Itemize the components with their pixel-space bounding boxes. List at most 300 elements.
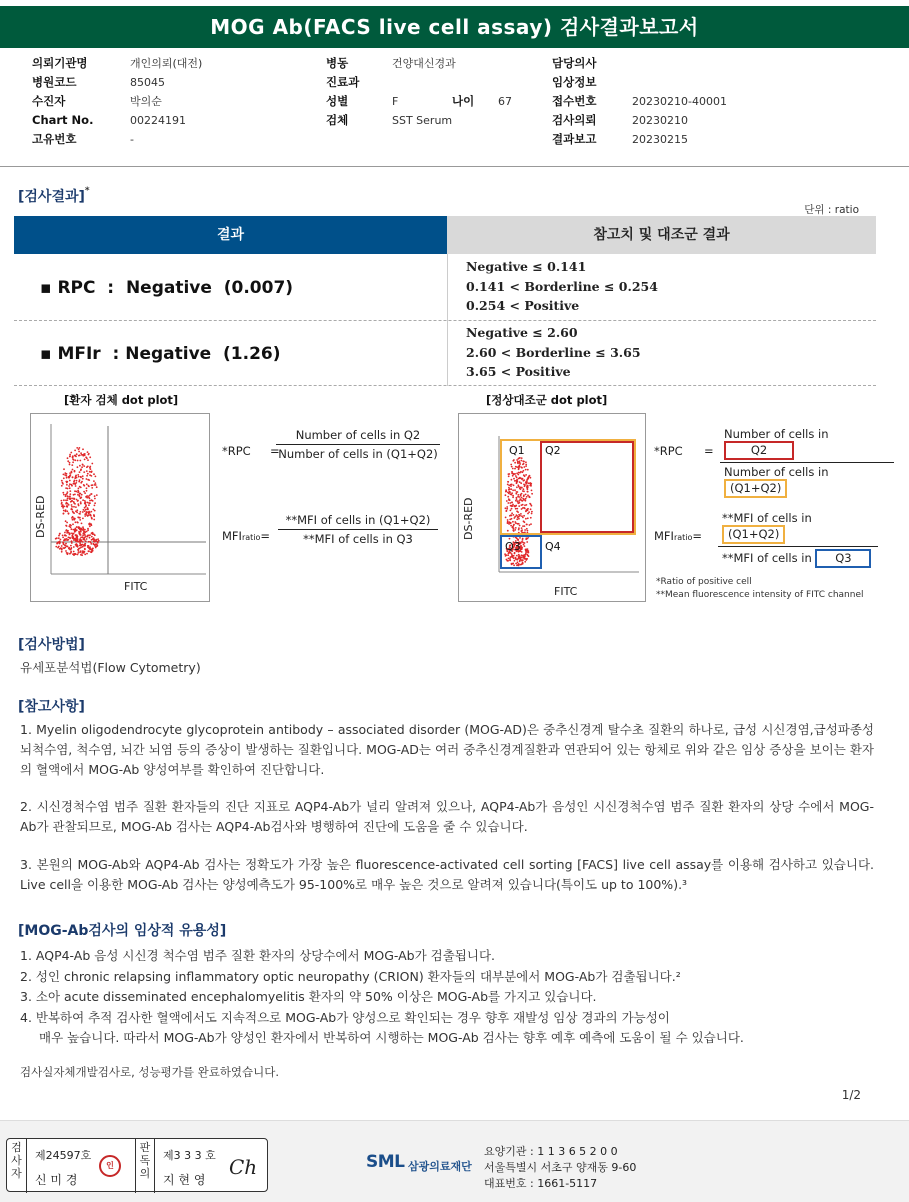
scatter-dot [90, 493, 92, 495]
scatter-dot [522, 504, 524, 506]
scatter-dot [61, 485, 63, 487]
tester-tag: 검사자 [7, 1139, 27, 1193]
scatter-dot [79, 495, 81, 497]
scatter-dot [89, 525, 91, 527]
scatter-dot [516, 477, 518, 479]
scatter-dot [57, 547, 59, 549]
scatter-dot [517, 461, 519, 463]
scatter-dot [83, 509, 85, 511]
scatter-dot [526, 524, 528, 526]
note-paragraph-2: 2. 시신경척수염 범주 질환 환자들의 진단 지표로 AQP4-Ab가 널리 알려져 있으나, AQP4-Ab가 음성인 시신경척수염 범주 질환 환자의 상당 수에서 MOG-Ab가 관찰되므로, MOG-Ab 검사는 AQP4-Ab검사와 병행하여 진단에 도움을 줄 수 있습니다. [20, 799, 874, 834]
scatter-dot [75, 506, 77, 508]
scatter-dot [90, 548, 92, 550]
scatter-dot [518, 557, 520, 559]
scatter-dot [72, 535, 74, 537]
scatter-dot [95, 547, 97, 549]
scatter-dot [507, 496, 509, 498]
control-q2-label: Q2 [545, 444, 561, 457]
scatter-dot [91, 518, 93, 520]
scatter-dot [95, 484, 97, 486]
scatter-dot [83, 491, 85, 493]
scatter-dot [512, 521, 514, 523]
result-row-mfir [14, 321, 876, 386]
scatter-dot [81, 454, 83, 456]
scatter-dot [512, 475, 514, 477]
scatter-dot [78, 455, 80, 457]
scatter-dot [73, 459, 75, 461]
scatter-dot [514, 468, 516, 470]
scatter-dot [74, 531, 76, 533]
scatter-dot [62, 537, 64, 539]
scatter-dot [76, 499, 78, 501]
scatter-dot [65, 550, 67, 552]
scatter-dot [523, 461, 525, 463]
scatter-dot [524, 529, 526, 531]
control-dot-plot [458, 413, 646, 602]
scatter-dot [71, 528, 73, 530]
scatter-dot [83, 531, 85, 533]
scatter-dot [93, 480, 95, 482]
scatter-dot [91, 539, 93, 541]
scatter-dot [79, 460, 81, 462]
scatter-dot [88, 485, 90, 487]
scatter-dot [515, 557, 517, 559]
scatter-dot [511, 502, 513, 504]
scatter-dot [91, 551, 93, 553]
scatter-dot [66, 522, 68, 524]
scatter-dot [512, 504, 514, 506]
scatter-dot [71, 547, 73, 549]
scatter-dot [525, 465, 527, 467]
scatter-dot [515, 522, 517, 524]
scatter-dot [79, 471, 81, 473]
control-scatter [459, 414, 645, 601]
scatter-dot [61, 545, 63, 547]
scatter-dot [513, 478, 515, 480]
unit-label: 단위 : ratio [804, 204, 859, 216]
scatter-dot [71, 541, 73, 543]
scatter-dot [96, 494, 98, 496]
scatter-dot [505, 507, 507, 509]
info-col-2: 병동 건양대신경과 진료과 성별 F 나이 67 검체 SST Serum [326, 56, 512, 127]
scatter-dot [509, 502, 511, 504]
scatter-dot [518, 457, 520, 459]
scatter-dot [83, 538, 85, 540]
scatter-dot [511, 512, 513, 514]
scatter-dot [62, 492, 64, 494]
scatter-dot [69, 456, 71, 458]
scatter-dot [68, 512, 70, 514]
scatter-dot [89, 512, 91, 514]
scatter-dot [71, 508, 73, 510]
scatter-dot [65, 499, 67, 501]
scatter-dot [79, 517, 81, 519]
scatter-dot [64, 534, 66, 536]
scatter-dot [80, 468, 82, 470]
scatter-dot [84, 545, 86, 547]
scatter-dot [86, 483, 88, 485]
scatter-dot [523, 480, 525, 482]
scatter-dot [73, 551, 75, 553]
scatter-dot [81, 544, 83, 546]
scatter-dot [518, 518, 520, 520]
scatter-dot [522, 538, 524, 540]
control-x-axis-label: FITC [554, 585, 578, 598]
org-name: 삼광의료재단 [408, 1160, 472, 1173]
scatter-dot [74, 503, 76, 505]
scatter-dot [523, 470, 525, 472]
scatter-dot [79, 486, 81, 488]
scatter-dot [71, 485, 73, 487]
scatter-dot [511, 473, 513, 475]
scatter-dot [55, 538, 57, 540]
scatter-dot [523, 463, 525, 465]
scatter-dot [527, 491, 529, 493]
scatter-dot [74, 459, 76, 461]
scatter-dot [60, 539, 62, 541]
scatter-dot [76, 540, 78, 542]
scatter-dot [64, 545, 66, 547]
scatter-dot [519, 472, 521, 474]
control-mfi-numerator: **MFI of cells in (Q1+Q2) [718, 511, 878, 547]
scatter-dot [61, 480, 63, 482]
scatter-dot [80, 511, 82, 513]
scatter-dot [86, 536, 88, 538]
scatter-dot [509, 560, 511, 562]
scatter-dot [94, 502, 96, 504]
list-item: 4. 반복하여 추적 검사한 혈액에서도 지속적으로 MOG-Ab가 양성으로 확인되는 경우 향후 재발성 임상 경과의 가능성이 [20, 1009, 670, 1025]
scatter-dot [511, 508, 513, 510]
scatter-dot [66, 552, 68, 554]
scatter-dot [61, 500, 63, 502]
scatter-dot [82, 448, 84, 450]
footnote-rpc: *Ratio of positive cell [656, 577, 752, 587]
scatter-dot [92, 484, 94, 486]
scatter-dot [87, 479, 89, 481]
scatter-dot [95, 476, 97, 478]
scatter-dot [80, 550, 82, 552]
scatter-dot [75, 534, 77, 536]
scatter-dot [69, 490, 71, 492]
scatter-dot [74, 518, 76, 520]
scatter-dot [531, 511, 533, 513]
scatter-dot [79, 479, 81, 481]
mfir-result: ▪ MFIr : Negative (1.26) [40, 344, 281, 364]
scatter-dot [516, 480, 518, 482]
scatter-dot [68, 537, 70, 539]
scatter-dot [94, 505, 96, 507]
scatter-dot [78, 548, 80, 550]
scatter-dot [70, 545, 72, 547]
scatter-dot [516, 508, 518, 510]
scatter-dot [89, 474, 91, 476]
scatter-dot [87, 528, 89, 530]
scatter-dot [515, 466, 517, 468]
scatter-dot [515, 527, 517, 529]
scatter-dot [507, 530, 509, 532]
scatter-dot [504, 553, 506, 555]
scatter-dot [64, 547, 66, 549]
note-paragraph-1: 1. Myelin oligodendrocyte glycoprotein antibody – associated disorder (MOG-AD)은 중추신경계 탈수초 질환의 하나로, 급성 시신경염,급성파종성 뇌척수염, 척수염, 뇌간 뇌염 등의 증상이 발생하는 질환입니다. MOG-AD는 여러 중추신경계질환과 연관되어 있는 항체로 위와 같은 임상 증상을 보이는 환자의 혈액에서 MOG-Ab 양성여부를 확인하여 진단합니다. [20, 722, 874, 777]
scatter-dot [519, 537, 521, 539]
scatter-dot [86, 470, 88, 472]
scatter-dot [514, 560, 516, 562]
scatter-dot [524, 498, 526, 500]
scatter-dot [67, 491, 69, 493]
scatter-dot [88, 502, 90, 504]
scatter-dot [91, 463, 93, 465]
scatter-dot [70, 452, 72, 454]
scatter-dot [78, 476, 80, 478]
scatter-dot [518, 563, 520, 565]
scatter-dot [97, 542, 99, 544]
scatter-dot [515, 505, 517, 507]
scatter-dot [76, 509, 78, 511]
control-rpc-numerator: Number of cells in Q2 [720, 427, 894, 463]
scatter-dot [87, 459, 89, 461]
scatter-dot [75, 485, 77, 487]
scatter-dot [89, 471, 91, 473]
scatter-dot [519, 488, 521, 490]
patient-dot-plot [30, 413, 210, 602]
tester-stamp: 인 [99, 1155, 121, 1177]
scatter-dot [73, 533, 75, 535]
scatter-dot [527, 477, 529, 479]
scatter-dot [86, 497, 88, 499]
scatter-dot [530, 485, 532, 487]
scatter-dot [63, 494, 65, 496]
scatter-dot [88, 523, 90, 525]
scatter-dot [526, 481, 528, 483]
scatter-dot [62, 507, 64, 509]
scatter-dot [525, 510, 527, 512]
method-text: 유세포분석법(Flow Cytometry) [20, 660, 201, 675]
scatter-dot [63, 468, 65, 470]
scatter-dot [88, 454, 90, 456]
scatter-dot [71, 464, 73, 466]
control-q1-label: Q1 [509, 444, 525, 457]
scatter-dot [86, 475, 88, 477]
scatter-dot [63, 506, 65, 508]
scatter-dot [511, 526, 513, 528]
scatter-dot [521, 551, 523, 553]
scatter-dot [516, 518, 518, 520]
patient-rpc-fraction [276, 428, 440, 461]
control-rpc-label: *RPC [654, 444, 683, 458]
list-item: 2. 성인 chronic relapsing inflammatory optic neuropathy (CRION) 환자들의 대부분에서 MOG-Ab가 검출됩니다.² [20, 968, 681, 984]
scatter-dot [530, 477, 532, 479]
control-mfi-label: MFIratio= [654, 529, 703, 543]
scatter-dot [528, 552, 530, 554]
scatter-dot [74, 450, 76, 452]
scatter-dot [66, 525, 68, 527]
scatter-dot [94, 495, 96, 497]
scatter-dot [76, 526, 78, 528]
scatter-dot [527, 530, 529, 532]
tester-number: 제24597호 [35, 1149, 92, 1162]
scatter-dot [523, 544, 525, 546]
scatter-dot [95, 540, 97, 542]
patient-info [0, 54, 909, 164]
scatter-dot [75, 455, 77, 457]
scatter-dot [508, 558, 510, 560]
scatter-dot [89, 456, 91, 458]
scatter-dot [59, 533, 61, 535]
scatter-dot [73, 483, 75, 485]
scatter-dot [530, 523, 532, 525]
scatter-dot [84, 500, 86, 502]
scatter-dot [515, 508, 517, 510]
scatter-dot [70, 474, 72, 476]
scatter-dot [512, 468, 514, 470]
scatter-dot [71, 500, 73, 502]
scatter-dot [90, 543, 92, 545]
scatter-dot [72, 511, 74, 513]
scatter-dot [76, 480, 78, 482]
result-row-rpc [14, 254, 876, 321]
scatter-dot [58, 535, 60, 537]
scatter-dot [71, 471, 73, 473]
scatter-dot [522, 525, 524, 527]
scatter-dot [58, 537, 60, 539]
scatter-dot [80, 476, 82, 478]
scatter-dot [66, 538, 68, 540]
scatter-dot [87, 529, 89, 531]
control-rpc-fraction [720, 427, 894, 498]
scatter-dot [525, 464, 527, 466]
scatter-dot [516, 459, 518, 461]
control-mfi-denominator: **MFI of cells in Q3 [718, 547, 878, 568]
scatter-dot [77, 474, 79, 476]
scatter-dot [521, 547, 523, 549]
scatter-dot [69, 454, 71, 456]
scatter-dot [522, 500, 524, 502]
control-y-axis-label: DS-RED [462, 497, 475, 540]
signature-box [6, 1138, 268, 1192]
scatter-dot [518, 486, 520, 488]
scatter-dot [510, 514, 512, 516]
scatter-dot [530, 508, 532, 510]
scatter-dot [63, 474, 65, 476]
scatter-dot [72, 523, 74, 525]
scatter-dot [71, 532, 73, 534]
scatter-dot [515, 563, 517, 565]
scatter-dot [93, 473, 95, 475]
scatter-dot [527, 517, 529, 519]
scatter-dot [73, 498, 75, 500]
info-col-1: 의뢰기관명 개인의뢰(대전) 병원코드 85045 수진자 박의순 Chart No. 00224191 고유번호 - [32, 56, 203, 146]
scatter-dot [505, 510, 507, 512]
scatter-dot [87, 451, 89, 453]
scatter-dot [527, 487, 529, 489]
scatter-dot [88, 504, 90, 506]
scatter-dot [88, 551, 90, 553]
scatter-dot [64, 472, 66, 474]
scatter-dot [510, 485, 512, 487]
scatter-dot [78, 488, 80, 490]
scatter-dot [78, 451, 80, 453]
scatter-dot [84, 554, 86, 556]
scatter-dot [85, 511, 87, 513]
scatter-dot [506, 506, 508, 508]
scatter-dot [527, 513, 529, 515]
scatter-dot [72, 456, 74, 458]
scatter-dot [87, 502, 89, 504]
scatter-dot [89, 534, 91, 536]
scatter-dot [525, 518, 527, 520]
scatter-dot [69, 538, 71, 540]
scatter-dot [72, 469, 74, 471]
scatter-dot [79, 465, 81, 467]
scatter-dot [66, 510, 68, 512]
scatter-dot [77, 494, 79, 496]
scatter-dot [516, 559, 518, 561]
scatter-dot [97, 538, 99, 540]
scatter-dot [82, 464, 84, 466]
org-info: 요양기관 : 1 1 3 6 5 2 0 0 서울특별시 서초구 양재동 9-60 대표번호 : 1661-5117 [484, 1145, 637, 1190]
scatter-dot [82, 455, 84, 457]
scatter-dot [527, 469, 529, 471]
scatter-dot [84, 529, 86, 531]
scatter-dot [513, 557, 515, 559]
scatter-dot [510, 510, 512, 512]
age-value: 67 [498, 95, 512, 108]
scatter-dot [79, 542, 81, 544]
report-title: MOG Ab(FACS live cell assay) 검사결과보고서 [0, 6, 909, 48]
scatter-dot [86, 487, 88, 489]
patient-rpc-numerator: Number of cells in Q2 [276, 428, 440, 445]
patient-x-axis-label: FITC [124, 580, 148, 593]
rpc-result: ▪ RPC : Negative (0.007) [40, 278, 294, 298]
scatter-dot [530, 483, 532, 485]
scatter-dot [526, 496, 528, 498]
scatter-dot [516, 482, 518, 484]
scatter-dot [518, 500, 520, 502]
scatter-dot [505, 491, 507, 493]
scatter-dot [514, 529, 516, 531]
scatter-dot [75, 544, 77, 546]
scatter-dot [511, 479, 513, 481]
scatter-dot [531, 493, 533, 495]
scatter-dot [63, 513, 65, 515]
scatter-dot [66, 477, 68, 479]
scatter-dot [507, 554, 509, 556]
scatter-dot [68, 504, 70, 506]
scatter-dot [69, 493, 71, 495]
scatter-dot [81, 554, 83, 556]
scatter-dot [93, 519, 95, 521]
scatter-dot [64, 540, 66, 542]
scatter-dot [84, 551, 86, 553]
scatter-dot [85, 540, 87, 542]
scatter-dot [82, 475, 84, 477]
scatter-dot [73, 494, 75, 496]
scatter-dot [65, 475, 67, 477]
control-q4-label: Q4 [545, 540, 561, 553]
scatter-dot [69, 480, 71, 482]
scatter-dot [525, 469, 527, 471]
scatter-dot [75, 521, 77, 523]
info-divider [0, 166, 909, 167]
method-title: [검사방법] [18, 637, 85, 653]
scatter-dot [86, 478, 88, 480]
notes-title: [참고사항] [18, 699, 85, 715]
scatter-dot [65, 511, 67, 513]
scatter-dot [519, 498, 521, 500]
scatter-dot [519, 477, 521, 479]
scatter-dot [66, 484, 68, 486]
scatter-dot [59, 542, 61, 544]
